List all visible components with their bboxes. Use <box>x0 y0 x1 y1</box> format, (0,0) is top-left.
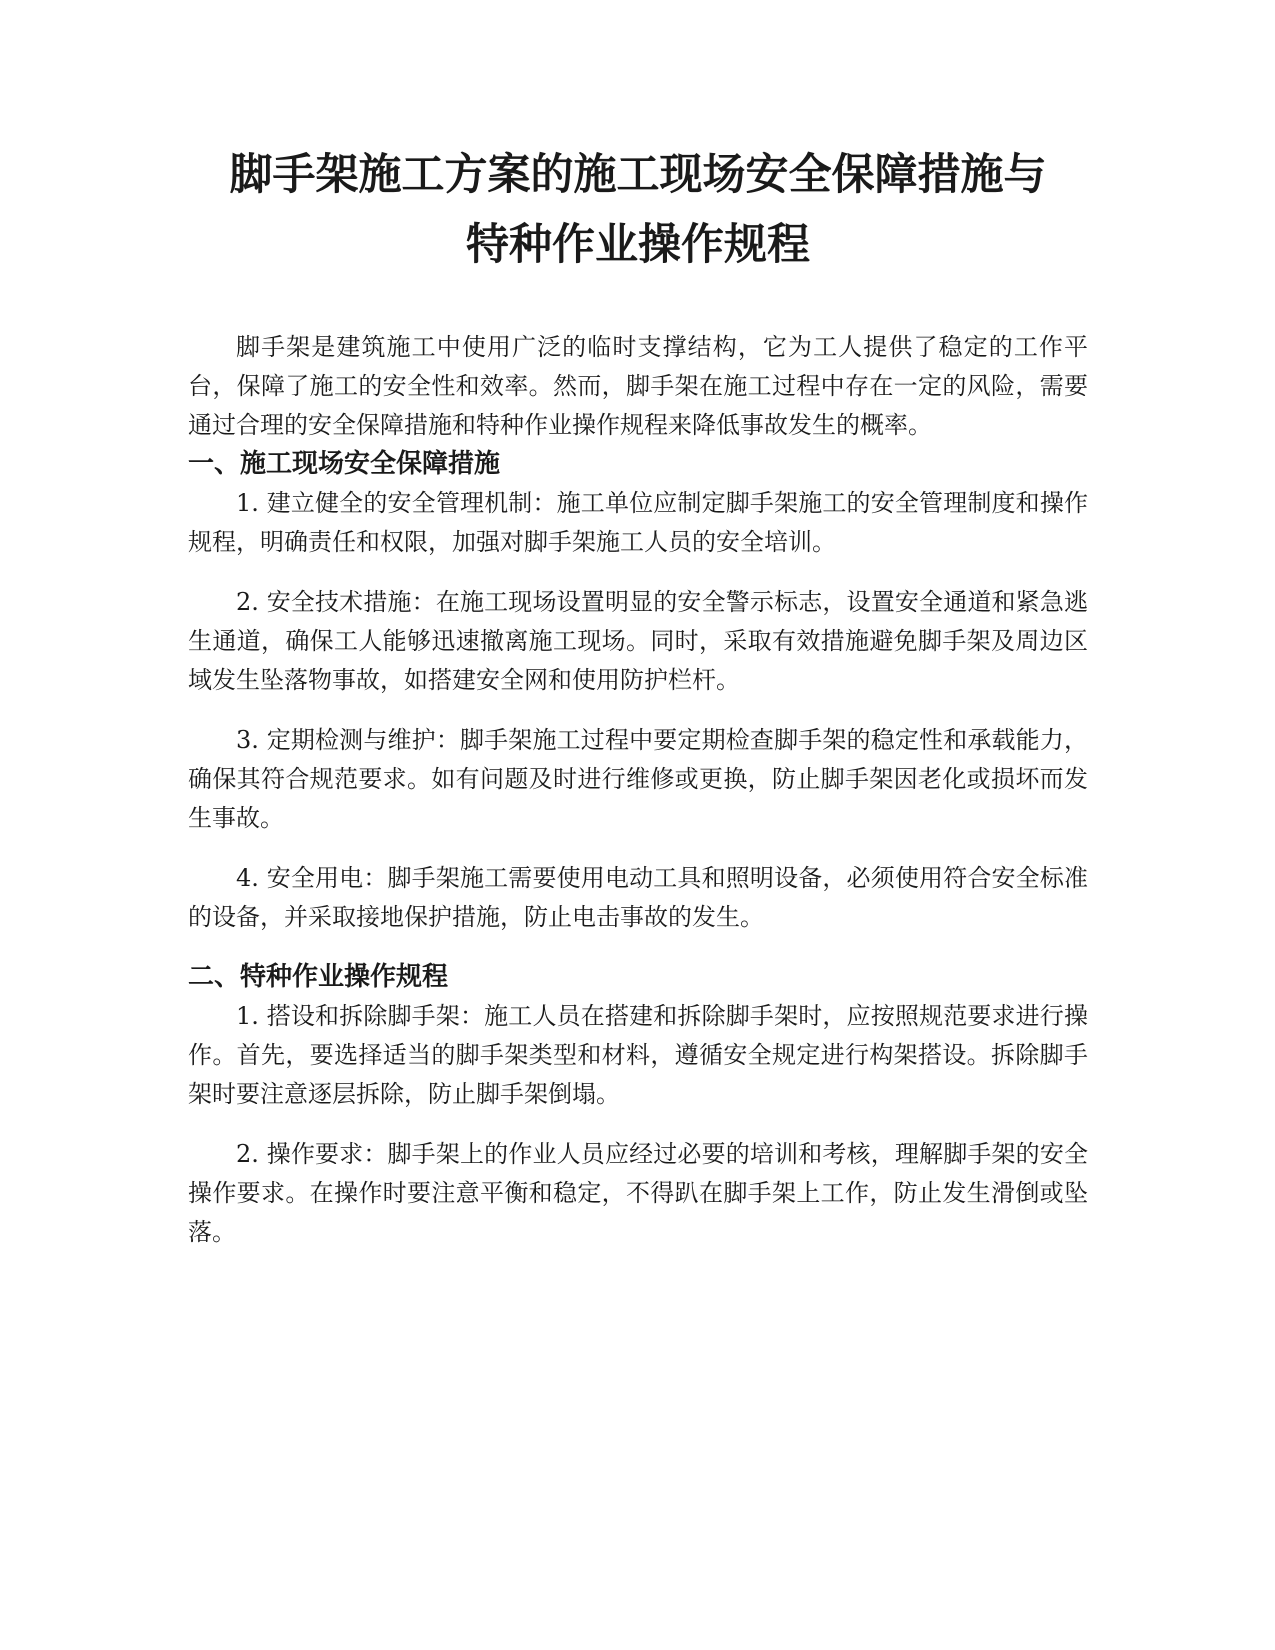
section-heading-special-operations: 二、特种作业操作规程 <box>188 962 449 992</box>
list-item: 4. 安全用电：脚手架施工需要使用电动工具和照明设备，必须使用符合安全标准的设备，并采取接地保护措施，防止电击事故的发生。 <box>188 864 1088 931</box>
document-page <box>188 140 1088 1273</box>
list-item: 2. 安全技术措施：在施工现场设置明显的安全警示标志，设置安全通道和紧急逃生通道，确保工人能够迅速撤离施工现场。同时，采取有效措施避免脚手架及周边区域发生坠落物事故，如搭建安全网和使用防护栏杆。 <box>188 588 1088 694</box>
list-item: 1. 搭设和拆除脚手架：施工人员在搭建和拆除脚手架时，应按照规范要求进行操作。首先，要选择适当的脚手架类型和材料，遵循安全规定进行构架搭设。拆除脚手架时要注意逐层拆除，防止脚手架倒塌。 <box>188 1002 1088 1108</box>
section-heading-safety-measures: 一、施工现场安全保障措施 <box>188 449 501 479</box>
intro-block <box>188 328 1088 445</box>
list-item: 2. 操作要求：脚手架上的作业人员应经过必要的培训和考核，理解脚手架的安全操作要求。在操作时要注意平衡和稳定，不得趴在脚手架上工作，防止发生滑倒或坠落。 <box>188 1140 1088 1246</box>
list-item: 1. 建立健全的安全管理机制：施工单位应制定脚手架施工的安全管理制度和操作规程，明确责任和权限，加强对脚手架施工人员的安全培训。 <box>188 489 1088 556</box>
document-title <box>188 140 1088 280</box>
intro-paragraph: 脚手架是建筑施工中使用广泛的临时支撑结构，它为工人提供了稳定的工作平台，保障了施工的安全性和效率。然而，脚手架在施工过程中存在一定的风险，需要通过合理的安全保障措施和特种作业操作规程来降低事故发生的概率。 <box>188 333 1088 439</box>
list-item: 3. 定期检测与维护：脚手架施工过程中要定期检查脚手架的稳定性和承载能力，确保其符合规范要求。如有问题及时进行维修或更换，防止脚手架因老化或损坏而发生事故。 <box>188 726 1088 832</box>
title-line-1: 脚手架施工方案的施工现场安全保障措施与 <box>229 150 1047 200</box>
title-line-2: 特种作业操作规程 <box>466 220 810 270</box>
